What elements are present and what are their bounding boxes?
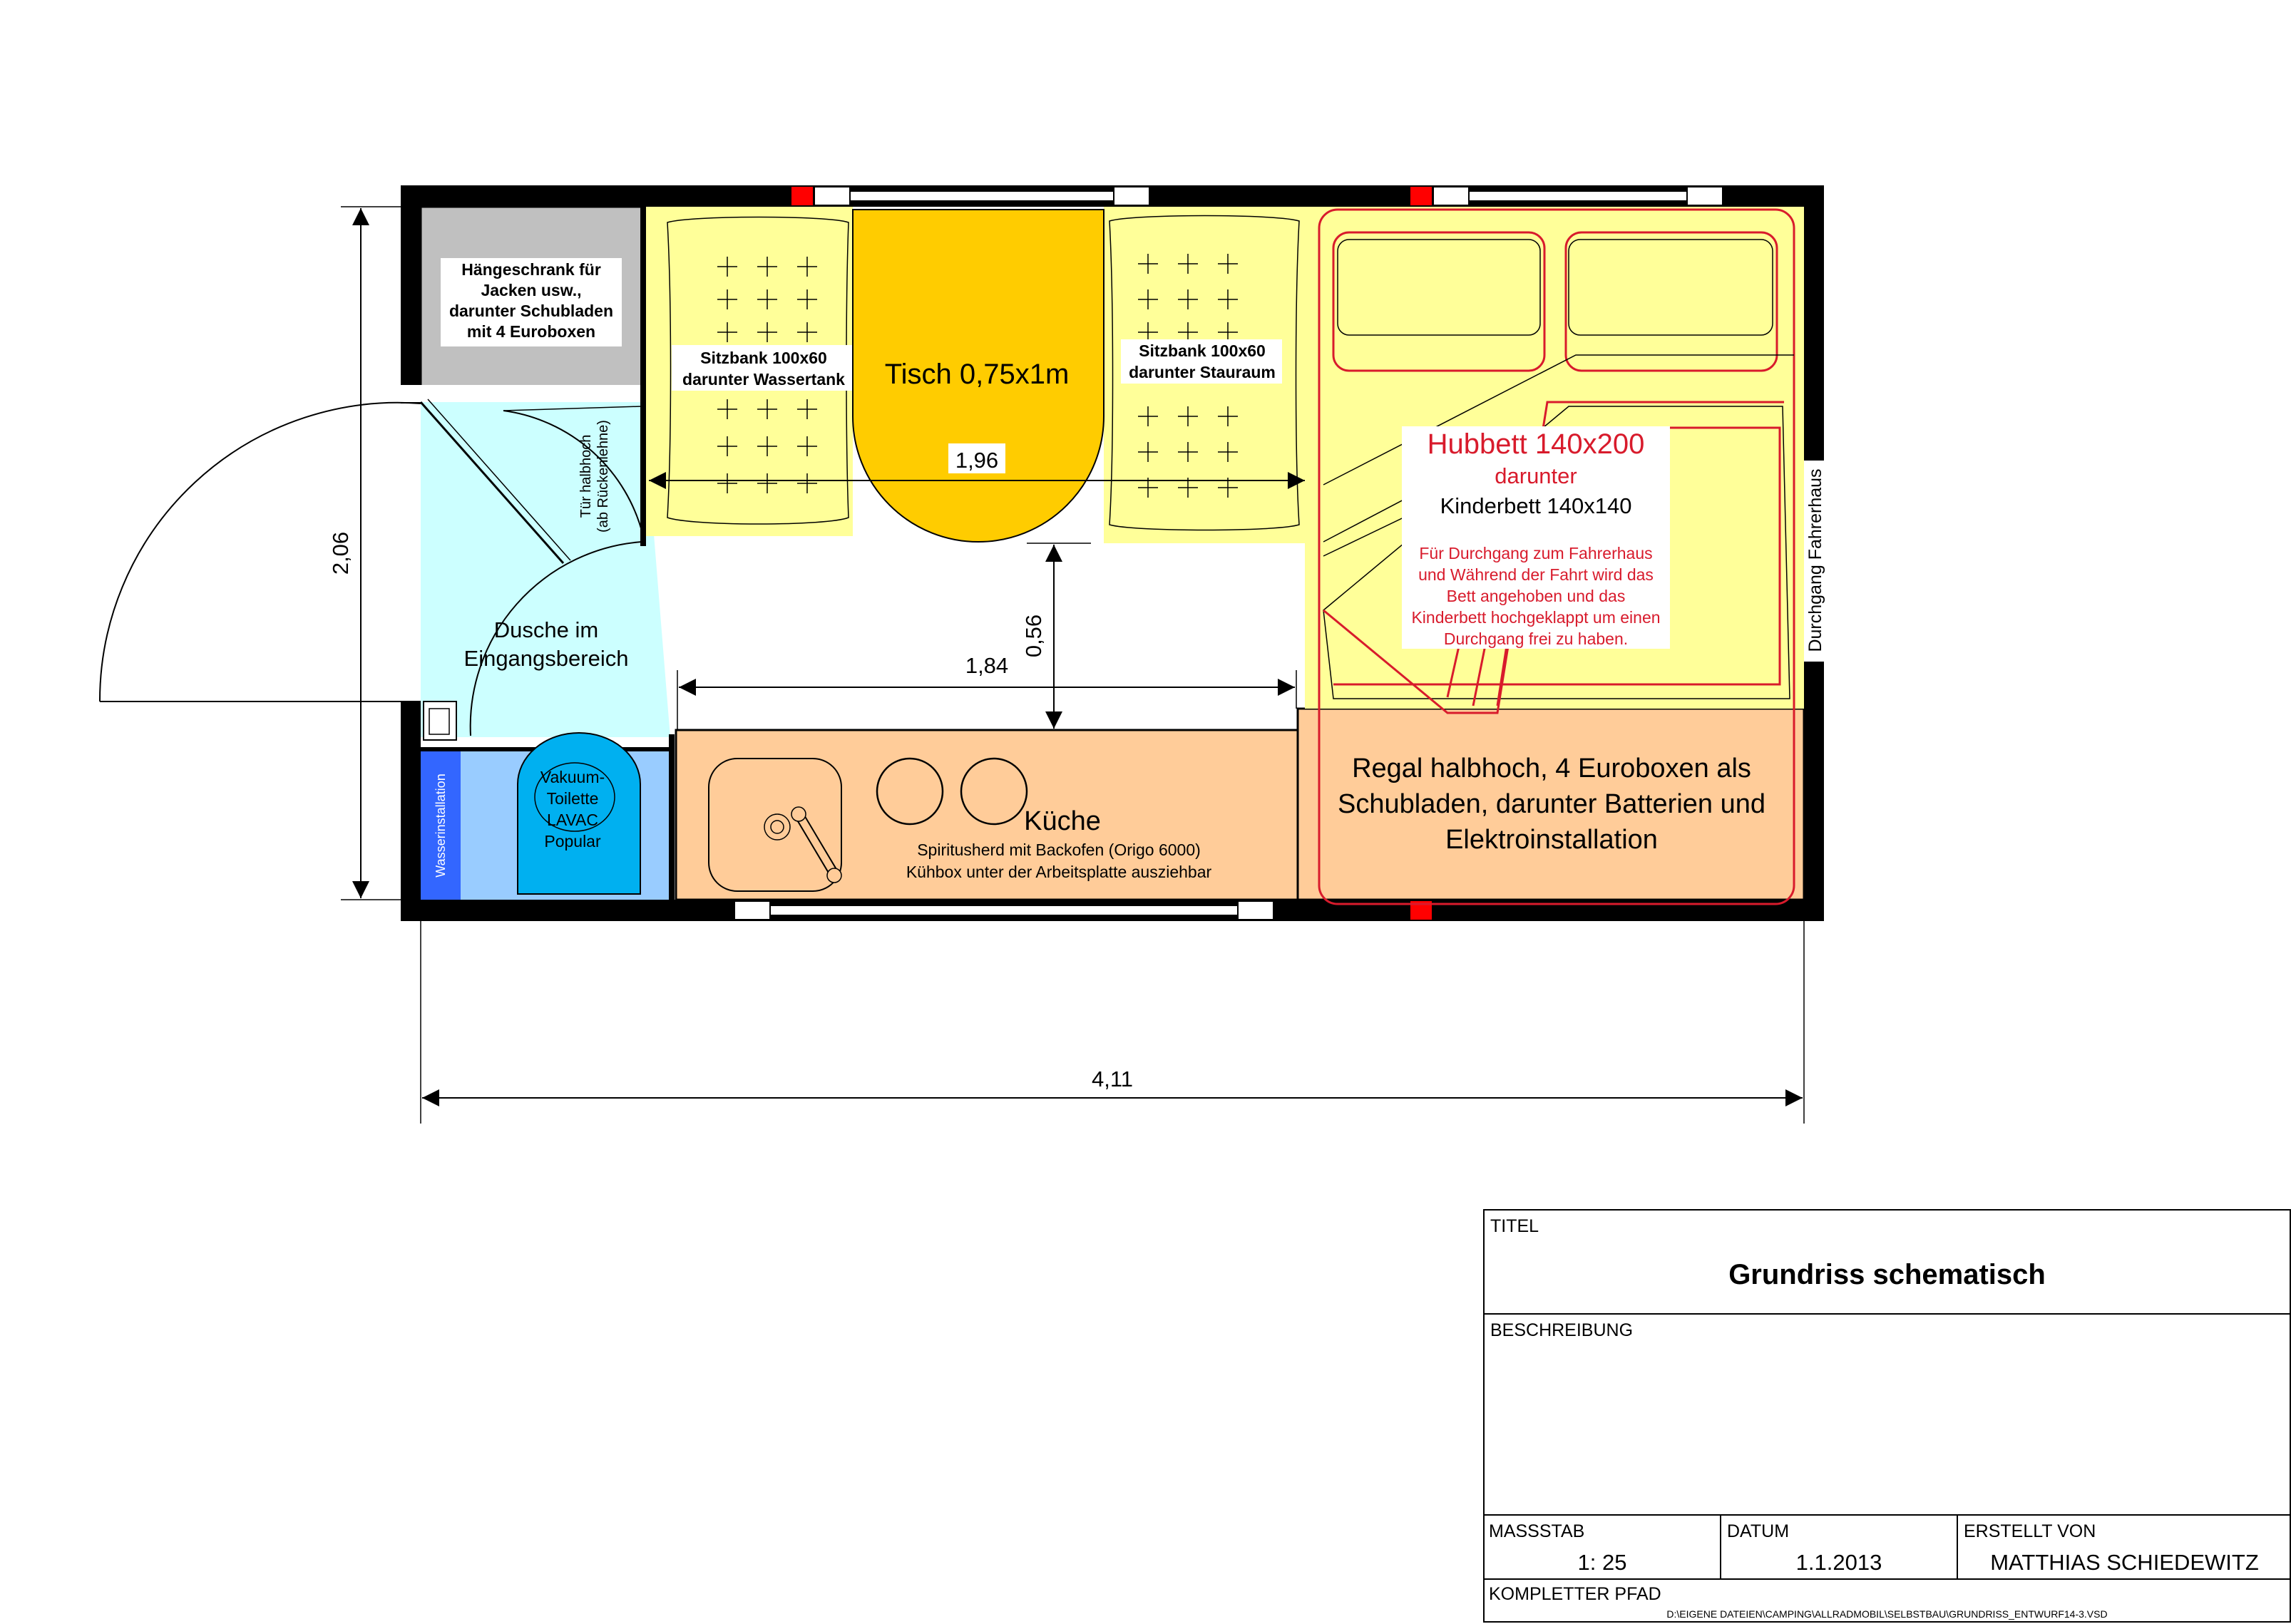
bed-note-5: Durchgang frei zu haben. <box>1443 629 1629 648</box>
pfad-label: KOMPLETTER PFAD <box>1489 1584 1661 1604</box>
author-value: MATTHIAS SCHIEDEWITZ <box>1990 1550 2259 1575</box>
bed-child: Kinderbett 140x140 <box>1440 493 1632 518</box>
dim-aisle-label: 0,56 <box>1021 614 1046 658</box>
bench-right <box>1104 207 1305 543</box>
wardrobe-label-1: Hängeschrank für <box>461 260 601 279</box>
dim-kitchen-label: 1,84 <box>965 653 1009 678</box>
bed-title: Hubbett 140x200 <box>1427 428 1645 460</box>
meta-row <box>1485 1516 2290 1580</box>
toilet-label-2: Toilette <box>546 789 599 808</box>
wardrobe-label-4: mit 4 Euroboxen <box>466 322 596 341</box>
entrance-door-swing <box>100 403 421 701</box>
water-label: Wasserinstallation <box>434 774 448 878</box>
interior-wall-lower <box>669 734 675 900</box>
title-row <box>1485 1211 2290 1315</box>
dimension-aisle <box>1021 543 1091 729</box>
dim-height-label: 2,06 <box>328 531 353 575</box>
shelf-label-2: Schubladen, darunter Batterien und <box>1338 789 1765 819</box>
bench-right-label-1: Sitzbank 100x60 <box>1139 341 1266 360</box>
shower-label-1: Dusche im <box>493 617 599 642</box>
kitchen <box>676 730 1298 900</box>
door-note-1: Tür halbhoch <box>578 434 594 518</box>
table-label: Tisch 0,75x1m <box>884 359 1070 390</box>
datum-label: DATUM <box>1727 1521 1790 1541</box>
kitchen-sub-2: Kühbox unter der Arbeitsplatte ausziehbar <box>906 863 1212 881</box>
dim-bench-span-label: 1,96 <box>955 448 999 473</box>
erstellt-label: ERSTELLT VON <box>1964 1521 2096 1541</box>
massstab-label: MASSSTAB <box>1489 1521 1585 1541</box>
bed-note-3: Bett angehoben und das <box>1446 587 1626 605</box>
bench-left-label-2: darunter Wassertank <box>682 370 845 389</box>
wardrobe <box>421 207 643 386</box>
bed-note-2: und Während der Fahrt wird das <box>1418 565 1654 584</box>
date-cell <box>1721 1516 1958 1578</box>
dim-length-label: 4,11 <box>1091 1067 1134 1091</box>
scale-value: 1: 25 <box>1577 1550 1627 1575</box>
table <box>853 210 1104 542</box>
wardrobe-bottom-gap <box>401 385 643 402</box>
bench-left-label-1: Sitzbank 100x60 <box>700 349 827 367</box>
shower-area <box>421 399 670 740</box>
titel-label: TITEL <box>1490 1216 1539 1236</box>
interior-wall-upper <box>640 207 646 546</box>
bed-sub: darunter <box>1495 463 1577 488</box>
door-note-2: (ab Rückenlehne) <box>595 420 611 533</box>
wardrobe-label-2: Jacken usw., <box>481 281 582 299</box>
description-row <box>1485 1315 2290 1516</box>
path-value: D:\EIGENE DATEIEN\CAMPING\ALLRADMOBIL\SELBSTBAU\GRUNDRISS_ENTWURF14-3.VSD <box>1666 1608 2108 1620</box>
kitchen-sub-1: Spiritusherd mit Backofen (Origo 6000) <box>917 841 1201 859</box>
bed-note-4: Kinderbett hochgeklappt um einen <box>1411 608 1661 627</box>
kitchen-title: Küche <box>1024 806 1101 836</box>
bench-left <box>646 207 856 536</box>
toilet-label-4: Popular <box>544 832 601 850</box>
shelf-label-3: Elektroinstallation <box>1445 825 1658 855</box>
title-block <box>1483 1209 2291 1623</box>
path-row <box>1485 1580 2290 1624</box>
beschreibung-label: BESCHREIBUNG <box>1490 1320 1634 1340</box>
toilet-label-3: LAVAC <box>546 811 599 829</box>
wardrobe-label-3: darunter Schubladen <box>449 302 614 320</box>
passage-label: Durchgang Fahrerhaus <box>1805 468 1825 652</box>
toilet-label-1: Vakuum- <box>540 768 605 786</box>
dimension-kitchen <box>677 653 1296 730</box>
water-installation <box>421 751 461 900</box>
bed-note-1: Für Durchgang zum Fahrerhaus <box>1419 544 1653 562</box>
author-cell <box>1958 1516 2291 1578</box>
dimension-length <box>421 921 1804 1124</box>
shelf <box>1298 709 1804 900</box>
toilet-room <box>461 733 669 900</box>
shelf-label-1: Regal halbhoch, 4 Euroboxen als <box>1352 754 1751 783</box>
bench-right-label-2: darunter Stauraum <box>1129 363 1276 381</box>
date-value: 1.1.2013 <box>1795 1550 1882 1575</box>
scale-cell <box>1485 1516 1721 1578</box>
drawing-title: Grundriss schematisch <box>1728 1259 2046 1290</box>
shower-label-2: Eingangsbereich <box>463 646 629 671</box>
